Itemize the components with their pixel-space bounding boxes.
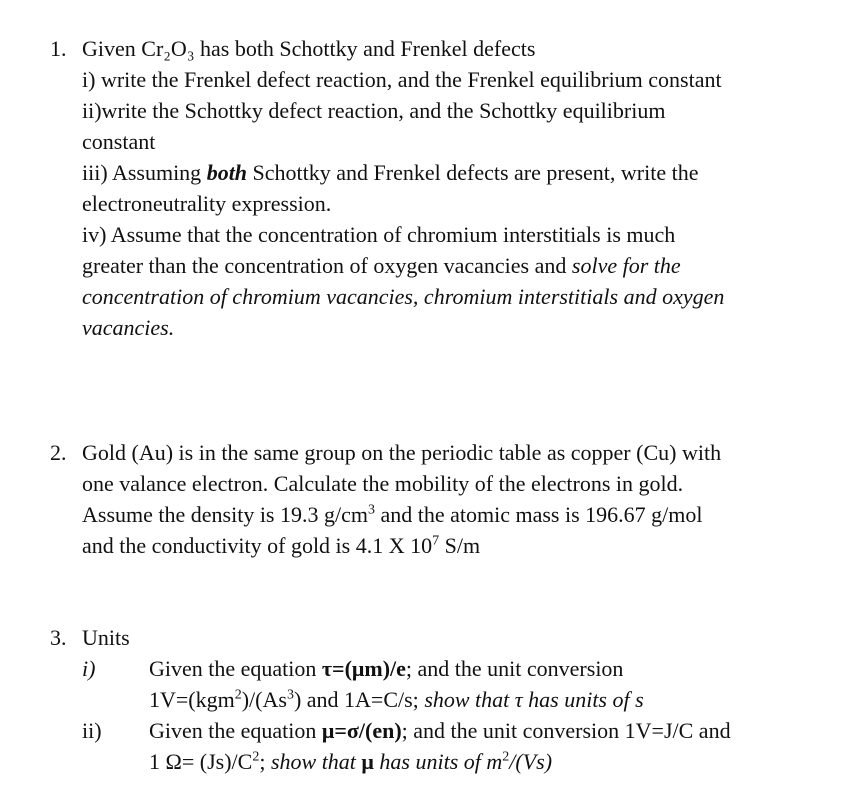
part-i-line1 (149, 653, 830, 684)
part-iv-line2-plain: greater than the concentration of oxygen vacancies and (82, 253, 572, 278)
part-iv-line2-italic: solve for the (571, 253, 681, 278)
part-iii-emphasis: both (206, 160, 248, 185)
part-ii-line1-rest: ; and the unit conversion 1V=J/C and (401, 718, 731, 743)
ohm-conversion: 1 Ω= (Js)/C (149, 749, 253, 774)
mobility-exp: 2 (502, 749, 510, 765)
conductivity-text: and the conductivity of gold is 4.1 X 10 (82, 533, 433, 558)
question-1-part-ii-line1: ii)write the Schottky defect reaction, and the Schottky equilibrium (82, 98, 666, 123)
conductivity-unit: S/m (439, 533, 481, 558)
question-3-number: 3. (50, 625, 67, 650)
part-ii-task-b: has units of m (373, 749, 503, 774)
question-3-title-wrap (82, 622, 830, 653)
question-2-line3 (82, 499, 830, 530)
volt-conversion-a: 1V=(kgm (149, 687, 235, 712)
question-1-part-iv-line1: iv) Assume that the concentration of chromium interstitials is much (82, 222, 676, 247)
question-1-part-ii-line2: constant (82, 129, 156, 154)
volt-exp-2: 3 (286, 687, 294, 703)
question-1-part-iv-line4 (82, 312, 830, 343)
question-2-body (82, 437, 830, 561)
conductivity-exponent: 7 (432, 533, 440, 549)
ampere-conversion: ) and 1A=C/s; (293, 687, 425, 712)
question-1-part-i: i) write the Frenkel defect reaction, and the Frenkel equilibrium constant (82, 67, 722, 92)
part-ii-label: ii) (82, 718, 102, 743)
question-1 (50, 33, 830, 343)
part-i-task: show that τ has units of s (424, 687, 644, 712)
part-ii-line2 (149, 746, 830, 777)
part-iii-line1-rest: Schottky and Frenkel defects are present, write the (247, 160, 699, 185)
mu-equation: μ=σ/(en) (321, 718, 402, 743)
question-3-title: Units (82, 625, 130, 650)
question-1-body (82, 33, 830, 343)
volt-conversion-b: )/(As (241, 687, 287, 712)
tau-equation: τ=(μm)/e (321, 656, 406, 681)
part-i-line1-rest: ; and the unit conversion (405, 656, 624, 681)
atomic-mass-text: and the atomic mass is 196.67 g/mol (374, 502, 703, 527)
question-2-line1: Gold (Au) is in the same group on the periodic table as copper (Cu) with (82, 440, 722, 465)
part-i-text (149, 653, 830, 715)
separator: ; (259, 749, 271, 774)
part-i-line1-prefix: Given the equation (149, 656, 322, 681)
part-ii-line1-prefix: Given the equation (149, 718, 322, 743)
question-3-part-i (82, 653, 830, 715)
question-1-part-iii-line2: electroneutrality expression. (82, 191, 332, 216)
part-iii-prefix: iii) Assuming (82, 160, 207, 185)
part-i-label: i) (82, 656, 96, 681)
density-text: Assume the density is 19.3 g/cm (82, 502, 368, 527)
question-1-intro: Given Cr₂O₃ has both Schottky and Frenkel defects (82, 36, 536, 61)
question-3 (50, 622, 830, 777)
volt-exp-1: 2 (234, 687, 242, 703)
question-2-line4 (82, 530, 830, 561)
part-iv-line4-italic: vacancies. (82, 315, 175, 340)
question-1-part-iii-line1 (82, 157, 830, 188)
question-2-number: 2. (50, 440, 67, 465)
part-ii-task-c: /(Vs) (509, 749, 553, 774)
part-ii-text (149, 715, 830, 777)
ohm-exp: 2 (252, 749, 260, 765)
question-1-part-iv-line2 (82, 250, 830, 281)
question-1-number: 1. (50, 36, 67, 61)
question-2 (50, 437, 830, 561)
density-exponent: 3 (367, 502, 375, 518)
part-iv-line3-italic: concentration of chromium vacancies, chromium interstitials and oxygen (82, 284, 725, 309)
part-ii-line1 (149, 715, 830, 746)
question-1-part-iv-line3 (82, 281, 830, 312)
question-2-line2: one valance electron. Calculate the mobility of the electrons in gold. (82, 471, 684, 496)
mu-symbol: μ (361, 749, 374, 774)
part-i-line2 (149, 684, 830, 715)
question-3-part-ii (82, 715, 830, 777)
part-ii-task-a: show that (270, 749, 362, 774)
